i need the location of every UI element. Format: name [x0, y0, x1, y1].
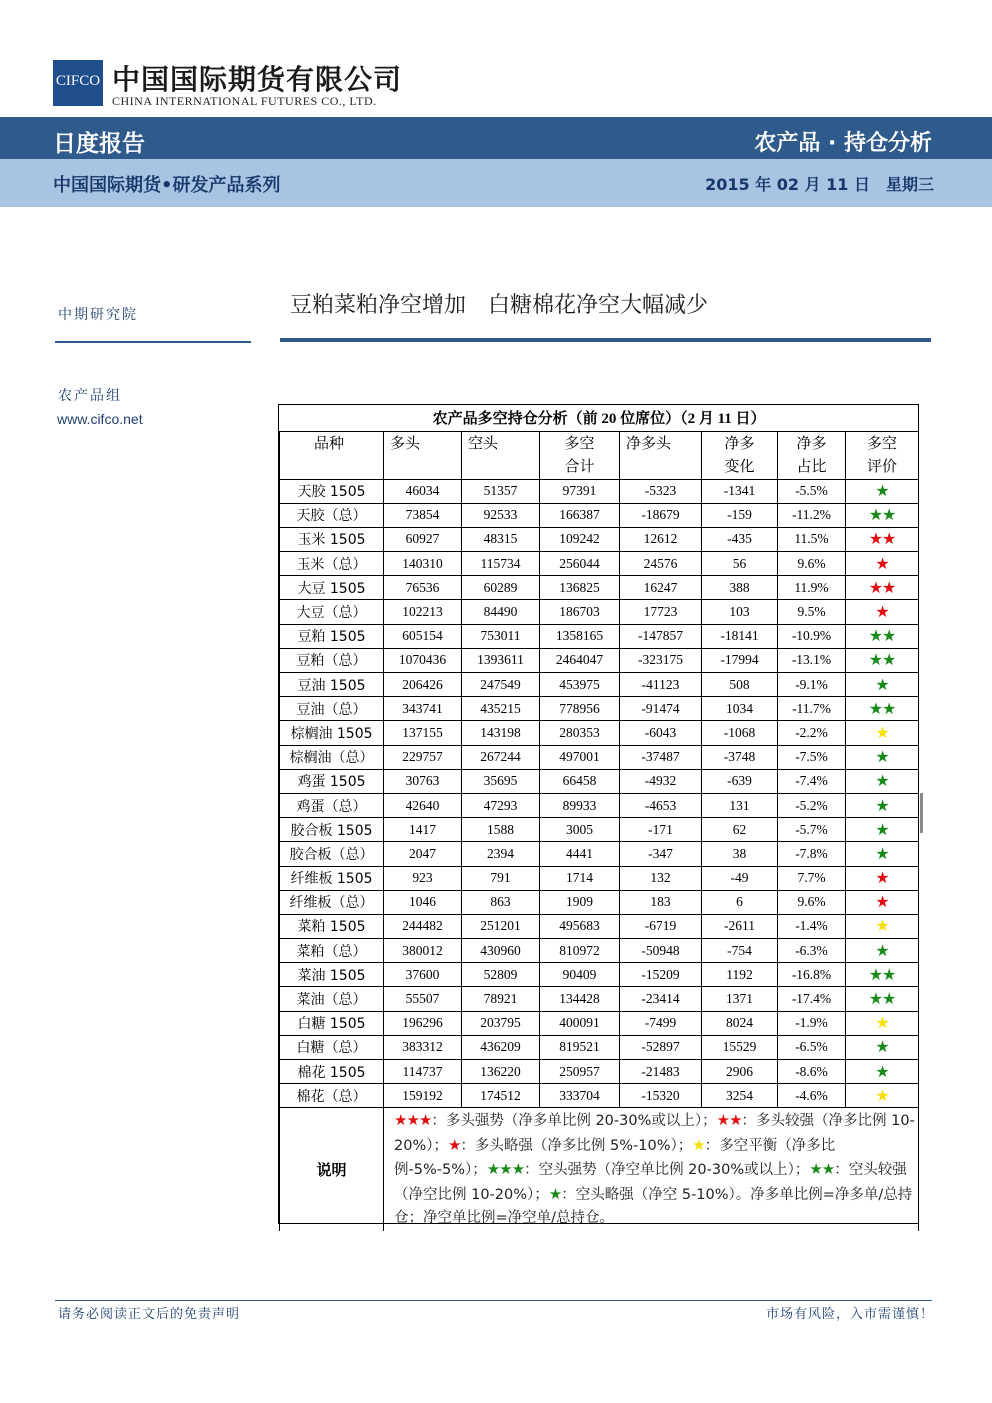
rating-stars: ★	[846, 600, 919, 624]
cell-short: 48315	[462, 527, 540, 551]
website-link[interactable]: www.cifco.net	[57, 411, 143, 427]
report-type-band	[0, 117, 992, 159]
report-series: 中国国际期货•研发产品系列	[53, 175, 281, 196]
cell-short: 203795	[462, 1011, 540, 1035]
cell-name: 胶合板 1505	[280, 818, 384, 842]
cell-long: 923	[384, 866, 462, 890]
legend-desc: ：多空平衡（净多比例-5%-5%）；	[394, 1137, 836, 1179]
cell-net: 12612	[620, 527, 702, 551]
cell-net: -7499	[620, 1011, 702, 1035]
rating-stars: ★★	[846, 503, 919, 527]
cell-ratio: -11.2%	[778, 503, 846, 527]
table-row	[280, 697, 919, 721]
rating-stars: ★	[846, 479, 919, 503]
cell-total: 1714	[540, 866, 620, 890]
rating-stars: ★	[846, 1084, 919, 1108]
cell-change: -159	[702, 503, 778, 527]
column-header-line: 合计	[564, 456, 595, 475]
legend-desc: ：空头略强（净空 5-10%）。净多单比例=净多单/总持仓；净空单比例=净空单/总持仓。	[394, 1186, 913, 1227]
cell-net: -323175	[620, 648, 702, 672]
column-header	[702, 431, 778, 479]
cell-total: 66458	[540, 769, 620, 793]
cell-net: -50948	[620, 939, 702, 963]
cell-long: 605154	[384, 624, 462, 648]
institute-name: 中期研究院	[58, 307, 138, 323]
legend-desc: ：多头略强（净多比例 5%-10%）；	[460, 1137, 693, 1154]
cell-net: -18679	[620, 503, 702, 527]
cell-net: 17723	[620, 600, 702, 624]
cell-short: 174512	[462, 1084, 540, 1108]
cell-long: 380012	[384, 939, 462, 963]
cell-short: 435215	[462, 697, 540, 721]
cell-short: 251201	[462, 914, 540, 938]
cell-short: 136220	[462, 1060, 540, 1084]
cell-ratio: -13.1%	[778, 648, 846, 672]
company-logo	[53, 60, 103, 106]
cell-short: 92533	[462, 503, 540, 527]
cell-name: 棕榈油 1505	[280, 721, 384, 745]
table-row	[280, 745, 919, 769]
cell-name: 胶合板（总）	[280, 842, 384, 866]
cell-total: 186703	[540, 600, 620, 624]
cell-long: 383312	[384, 1035, 462, 1059]
cell-net: -91474	[620, 697, 702, 721]
rating-stars: ★★	[846, 527, 919, 551]
cell-change: -1341	[702, 479, 778, 503]
legend-stars: ★★	[809, 1160, 835, 1179]
cell-ratio: 9.6%	[778, 552, 846, 576]
cell-name: 天胶（总）	[280, 503, 384, 527]
legend-text	[384, 1108, 919, 1231]
cell-net: -171	[620, 818, 702, 842]
cell-ratio: -11.7%	[778, 697, 846, 721]
cell-total: 3005	[540, 818, 620, 842]
table-row	[280, 552, 919, 576]
cell-short: 753011	[462, 624, 540, 648]
cell-change: 3254	[702, 1084, 778, 1108]
rating-stars: ★	[846, 1011, 919, 1035]
cell-long: 37600	[384, 963, 462, 987]
table-row	[280, 866, 919, 890]
rating-stars: ★★	[846, 987, 919, 1011]
cell-total: 280353	[540, 721, 620, 745]
rating-stars: ★	[846, 939, 919, 963]
cell-name: 纤维板（总）	[280, 890, 384, 914]
cell-long: 1417	[384, 818, 462, 842]
cell-total: 810972	[540, 939, 620, 963]
cell-change: -1068	[702, 721, 778, 745]
cell-long: 76536	[384, 576, 462, 600]
table-row	[280, 673, 919, 697]
cell-net: -15209	[620, 963, 702, 987]
sidebar-divider	[55, 341, 251, 343]
cell-ratio: -16.8%	[778, 963, 846, 987]
rating-stars: ★	[846, 793, 919, 817]
position-table-frame	[278, 404, 919, 1227]
cell-net: -6719	[620, 914, 702, 938]
column-header-line: 多空	[564, 433, 595, 452]
cell-net: 183	[620, 890, 702, 914]
cell-change: 1034	[702, 697, 778, 721]
cell-change: 62	[702, 818, 778, 842]
rating-stars: ★	[846, 673, 919, 697]
rating-stars: ★	[846, 769, 919, 793]
cell-total: 250957	[540, 1060, 620, 1084]
cell-name: 大豆 1505	[280, 576, 384, 600]
cell-net: 24576	[620, 552, 702, 576]
table-row	[280, 1060, 919, 1084]
cell-name: 棕榈油（总）	[280, 745, 384, 769]
cell-change: 38	[702, 842, 778, 866]
cell-change: -2611	[702, 914, 778, 938]
logo-text: CIFCO	[55, 73, 101, 89]
cell-net: -4932	[620, 769, 702, 793]
rating-stars: ★	[846, 818, 919, 842]
cell-short: 52809	[462, 963, 540, 987]
cell-long: 137155	[384, 721, 462, 745]
cell-long: 244482	[384, 914, 462, 938]
table-row	[280, 793, 919, 817]
cell-short: 84490	[462, 600, 540, 624]
cell-name: 棉花 1505	[280, 1060, 384, 1084]
risk-warning: 市场有风险，入市需谨慎！	[765, 1307, 934, 1322]
cell-long: 159192	[384, 1084, 462, 1108]
cell-short: 1393611	[462, 648, 540, 672]
cell-name: 鸡蛋 1505	[280, 769, 384, 793]
cell-long: 73854	[384, 503, 462, 527]
cell-ratio: -5.2%	[778, 793, 846, 817]
cell-name: 菜油（总）	[280, 987, 384, 1011]
headline-divider	[280, 338, 931, 342]
rating-stars: ★★	[846, 576, 919, 600]
rating-stars: ★	[846, 1035, 919, 1059]
cell-ratio: -2.2%	[778, 721, 846, 745]
cell-net: -5323	[620, 479, 702, 503]
cell-change: -639	[702, 769, 778, 793]
cell-change: 15529	[702, 1035, 778, 1059]
table-row	[280, 987, 919, 1011]
cell-ratio: 11.9%	[778, 576, 846, 600]
rating-stars: ★	[846, 1060, 919, 1084]
cell-short: 143198	[462, 721, 540, 745]
cell-change: 508	[702, 673, 778, 697]
rating-stars: ★★	[846, 697, 919, 721]
cell-long: 1046	[384, 890, 462, 914]
cell-total: 90409	[540, 963, 620, 987]
legend-stars: ★★★	[394, 1111, 432, 1130]
cell-long: 30763	[384, 769, 462, 793]
cell-net: -147857	[620, 624, 702, 648]
rating-stars: ★	[846, 866, 919, 890]
legend-stars: ★	[447, 1135, 461, 1154]
cell-short: 2394	[462, 842, 540, 866]
cell-name: 大豆（总）	[280, 600, 384, 624]
cell-ratio: -5.7%	[778, 818, 846, 842]
cell-change: -435	[702, 527, 778, 551]
table-row	[280, 624, 919, 648]
cell-change: -754	[702, 939, 778, 963]
cell-long: 55507	[384, 987, 462, 1011]
column-header	[280, 431, 384, 479]
company-name-en: CHINA INTERNATIONAL FUTURES CO., LTD.	[112, 94, 377, 108]
cell-name: 豆油 1505	[280, 673, 384, 697]
table-row	[280, 842, 919, 866]
cell-net: -52897	[620, 1035, 702, 1059]
cell-short: 267244	[462, 745, 540, 769]
table-row	[280, 527, 919, 551]
table-row	[280, 818, 919, 842]
rating-stars: ★	[846, 721, 919, 745]
cell-short: 247549	[462, 673, 540, 697]
cell-short: 47293	[462, 793, 540, 817]
table-row	[280, 939, 919, 963]
column-header-line: 占比	[796, 456, 827, 475]
rating-stars: ★★	[846, 963, 919, 987]
cell-long: 229757	[384, 745, 462, 769]
column-header-line: 品种	[314, 433, 345, 452]
legend-desc: ：空头强势（净空单比例 20-30%或以上）；	[524, 1162, 810, 1179]
column-header-line: 净多头	[626, 433, 672, 452]
table-row	[280, 914, 919, 938]
disclaimer-note: 请务必阅读正文后的免责声明	[58, 1307, 241, 1322]
series-band	[0, 159, 992, 207]
cell-ratio: -10.9%	[778, 624, 846, 648]
cell-total: 778956	[540, 697, 620, 721]
cell-long: 343741	[384, 697, 462, 721]
column-header	[462, 431, 540, 479]
cell-short: 51357	[462, 479, 540, 503]
column-header	[384, 431, 462, 479]
cell-ratio: -7.5%	[778, 745, 846, 769]
column-header-line: 净多	[796, 433, 827, 452]
legend-stars: ★★★	[486, 1160, 525, 1179]
cell-change: 2906	[702, 1060, 778, 1084]
cell-short: 35695	[462, 769, 540, 793]
cell-total: 109242	[540, 527, 620, 551]
table-row	[280, 769, 919, 793]
table-row	[280, 576, 919, 600]
scroll-marker	[920, 793, 923, 833]
cell-ratio: 9.5%	[778, 600, 846, 624]
cell-name: 菜粕 1505	[280, 914, 384, 938]
column-header-line: 评价	[867, 456, 898, 475]
table-row	[280, 479, 919, 503]
cell-name: 棉花（总）	[280, 1084, 384, 1108]
cell-change: 1371	[702, 987, 778, 1011]
cell-short: 430960	[462, 939, 540, 963]
cell-net: 16247	[620, 576, 702, 600]
cell-short: 791	[462, 866, 540, 890]
cell-short: 436209	[462, 1035, 540, 1059]
table-row	[280, 890, 919, 914]
cell-ratio: 11.5%	[778, 527, 846, 551]
column-header-line: 多空	[867, 433, 898, 452]
cell-change: 6	[702, 890, 778, 914]
cell-long: 2047	[384, 842, 462, 866]
cell-long: 114737	[384, 1060, 462, 1084]
cell-long: 46034	[384, 479, 462, 503]
cell-total: 400091	[540, 1011, 620, 1035]
cell-ratio: -1.4%	[778, 914, 846, 938]
cell-change: 1192	[702, 963, 778, 987]
rating-stars: ★	[846, 552, 919, 576]
cell-long: 102213	[384, 600, 462, 624]
column-header	[540, 431, 620, 479]
cell-net: -41123	[620, 673, 702, 697]
cell-total: 495683	[540, 914, 620, 938]
cell-ratio: -9.1%	[778, 673, 846, 697]
cell-name: 鸡蛋（总）	[280, 793, 384, 817]
cell-name: 玉米 1505	[280, 527, 384, 551]
table-row	[280, 1084, 919, 1108]
cell-name: 纤维板 1505	[280, 866, 384, 890]
cell-total: 134428	[540, 987, 620, 1011]
table-row	[280, 600, 919, 624]
cell-ratio: -7.8%	[778, 842, 846, 866]
column-header-line: 净多	[724, 433, 755, 452]
legend-desc: ：多头较强（净多比例 10-20%）；	[394, 1113, 915, 1154]
legend-desc: ：空头较强（净空比例 10-20%）；	[394, 1162, 907, 1203]
cell-net: 132	[620, 866, 702, 890]
table-row	[280, 1011, 919, 1035]
cell-name: 菜粕（总）	[280, 939, 384, 963]
cell-short: 1588	[462, 818, 540, 842]
cell-short: 78921	[462, 987, 540, 1011]
column-header	[778, 431, 846, 479]
cell-change: -17994	[702, 648, 778, 672]
legend-row	[280, 1108, 919, 1231]
cell-change: -49	[702, 866, 778, 890]
cell-long: 1070436	[384, 648, 462, 672]
cell-name: 菜油 1505	[280, 963, 384, 987]
cell-change: 8024	[702, 1011, 778, 1035]
cell-name: 豆油（总）	[280, 697, 384, 721]
report-topic: 农产品 · 持仓分析	[754, 131, 932, 156]
table-row	[280, 721, 919, 745]
rating-stars: ★★	[846, 648, 919, 672]
legend-stars: ★★	[716, 1111, 742, 1130]
table-row	[280, 648, 919, 672]
cell-ratio: -17.4%	[778, 987, 846, 1011]
table-row	[280, 503, 919, 527]
report-type: 日度报告	[53, 131, 145, 157]
group-name: 农产品组	[58, 388, 122, 404]
cell-name: 玉米（总）	[280, 552, 384, 576]
rating-stars: ★★	[846, 624, 919, 648]
cell-total: 166387	[540, 503, 620, 527]
cell-net: -347	[620, 842, 702, 866]
cell-total: 819521	[540, 1035, 620, 1059]
cell-total: 4441	[540, 842, 620, 866]
cell-total: 89933	[540, 793, 620, 817]
cell-net: -23414	[620, 987, 702, 1011]
cell-ratio: -7.4%	[778, 769, 846, 793]
cell-ratio: -5.5%	[778, 479, 846, 503]
rating-stars: ★	[846, 842, 919, 866]
cell-name: 豆粕 1505	[280, 624, 384, 648]
column-header	[846, 431, 919, 479]
cell-net: -4653	[620, 793, 702, 817]
cell-long: 60927	[384, 527, 462, 551]
position-table	[279, 405, 919, 1231]
cell-name: 白糖（总）	[280, 1035, 384, 1059]
cell-ratio: -4.6%	[778, 1084, 846, 1108]
cell-total: 497001	[540, 745, 620, 769]
legend-desc: ：多头强势（净多单比例 20-30%或以上）；	[431, 1113, 717, 1130]
cell-ratio: 7.7%	[778, 866, 846, 890]
cell-long: 42640	[384, 793, 462, 817]
cell-total: 1358165	[540, 624, 620, 648]
footer-divider	[55, 1300, 932, 1301]
headline: 豆粕菜粕净空增加 白糖棉花净空大幅减少	[290, 293, 709, 318]
column-header-line: 变化	[724, 456, 755, 475]
column-header-line: 多头	[390, 433, 421, 452]
legend-stars: ★	[692, 1135, 705, 1154]
cell-long: 140310	[384, 552, 462, 576]
cell-ratio: 9.6%	[778, 890, 846, 914]
cell-name: 白糖 1505	[280, 1011, 384, 1035]
rating-stars: ★	[846, 890, 919, 914]
report-date: 2015 年 02 月 11 日 星期三	[705, 175, 934, 194]
cell-change: -3748	[702, 745, 778, 769]
cell-ratio: -8.6%	[778, 1060, 846, 1084]
cell-short: 60289	[462, 576, 540, 600]
cell-change: 56	[702, 552, 778, 576]
column-header	[620, 431, 702, 479]
cell-ratio: -6.3%	[778, 939, 846, 963]
rating-stars: ★	[846, 745, 919, 769]
cell-short: 115734	[462, 552, 540, 576]
table-row	[280, 963, 919, 987]
cell-name: 天胶 1505	[280, 479, 384, 503]
column-header-line: 空头	[468, 433, 499, 452]
cell-change: 131	[702, 793, 778, 817]
table-caption: 农产品多空持仓分析（前 20 位席位）（2 月 11 日）	[280, 405, 919, 431]
cell-total: 333704	[540, 1084, 620, 1108]
cell-total: 453975	[540, 673, 620, 697]
cell-long: 206426	[384, 673, 462, 697]
table-row	[280, 1035, 919, 1059]
legend-stars: ★	[548, 1184, 562, 1203]
legend-label: 说明	[280, 1108, 384, 1231]
cell-net: -15320	[620, 1084, 702, 1108]
cell-net: -37487	[620, 745, 702, 769]
cell-ratio: -1.9%	[778, 1011, 846, 1035]
cell-change: 388	[702, 576, 778, 600]
cell-total: 97391	[540, 479, 620, 503]
cell-total: 256044	[540, 552, 620, 576]
cell-net: -21483	[620, 1060, 702, 1084]
cell-net: -6043	[620, 721, 702, 745]
cell-name: 豆粕（总）	[280, 648, 384, 672]
cell-total: 2464047	[540, 648, 620, 672]
cell-total: 136825	[540, 576, 620, 600]
cell-change: 103	[702, 600, 778, 624]
cell-change: -18141	[702, 624, 778, 648]
cell-short: 863	[462, 890, 540, 914]
cell-long: 196296	[384, 1011, 462, 1035]
cell-total: 1909	[540, 890, 620, 914]
rating-stars: ★	[846, 914, 919, 938]
company-name-cn: 中国国际期货有限公司	[112, 63, 403, 96]
cell-ratio: -6.5%	[778, 1035, 846, 1059]
